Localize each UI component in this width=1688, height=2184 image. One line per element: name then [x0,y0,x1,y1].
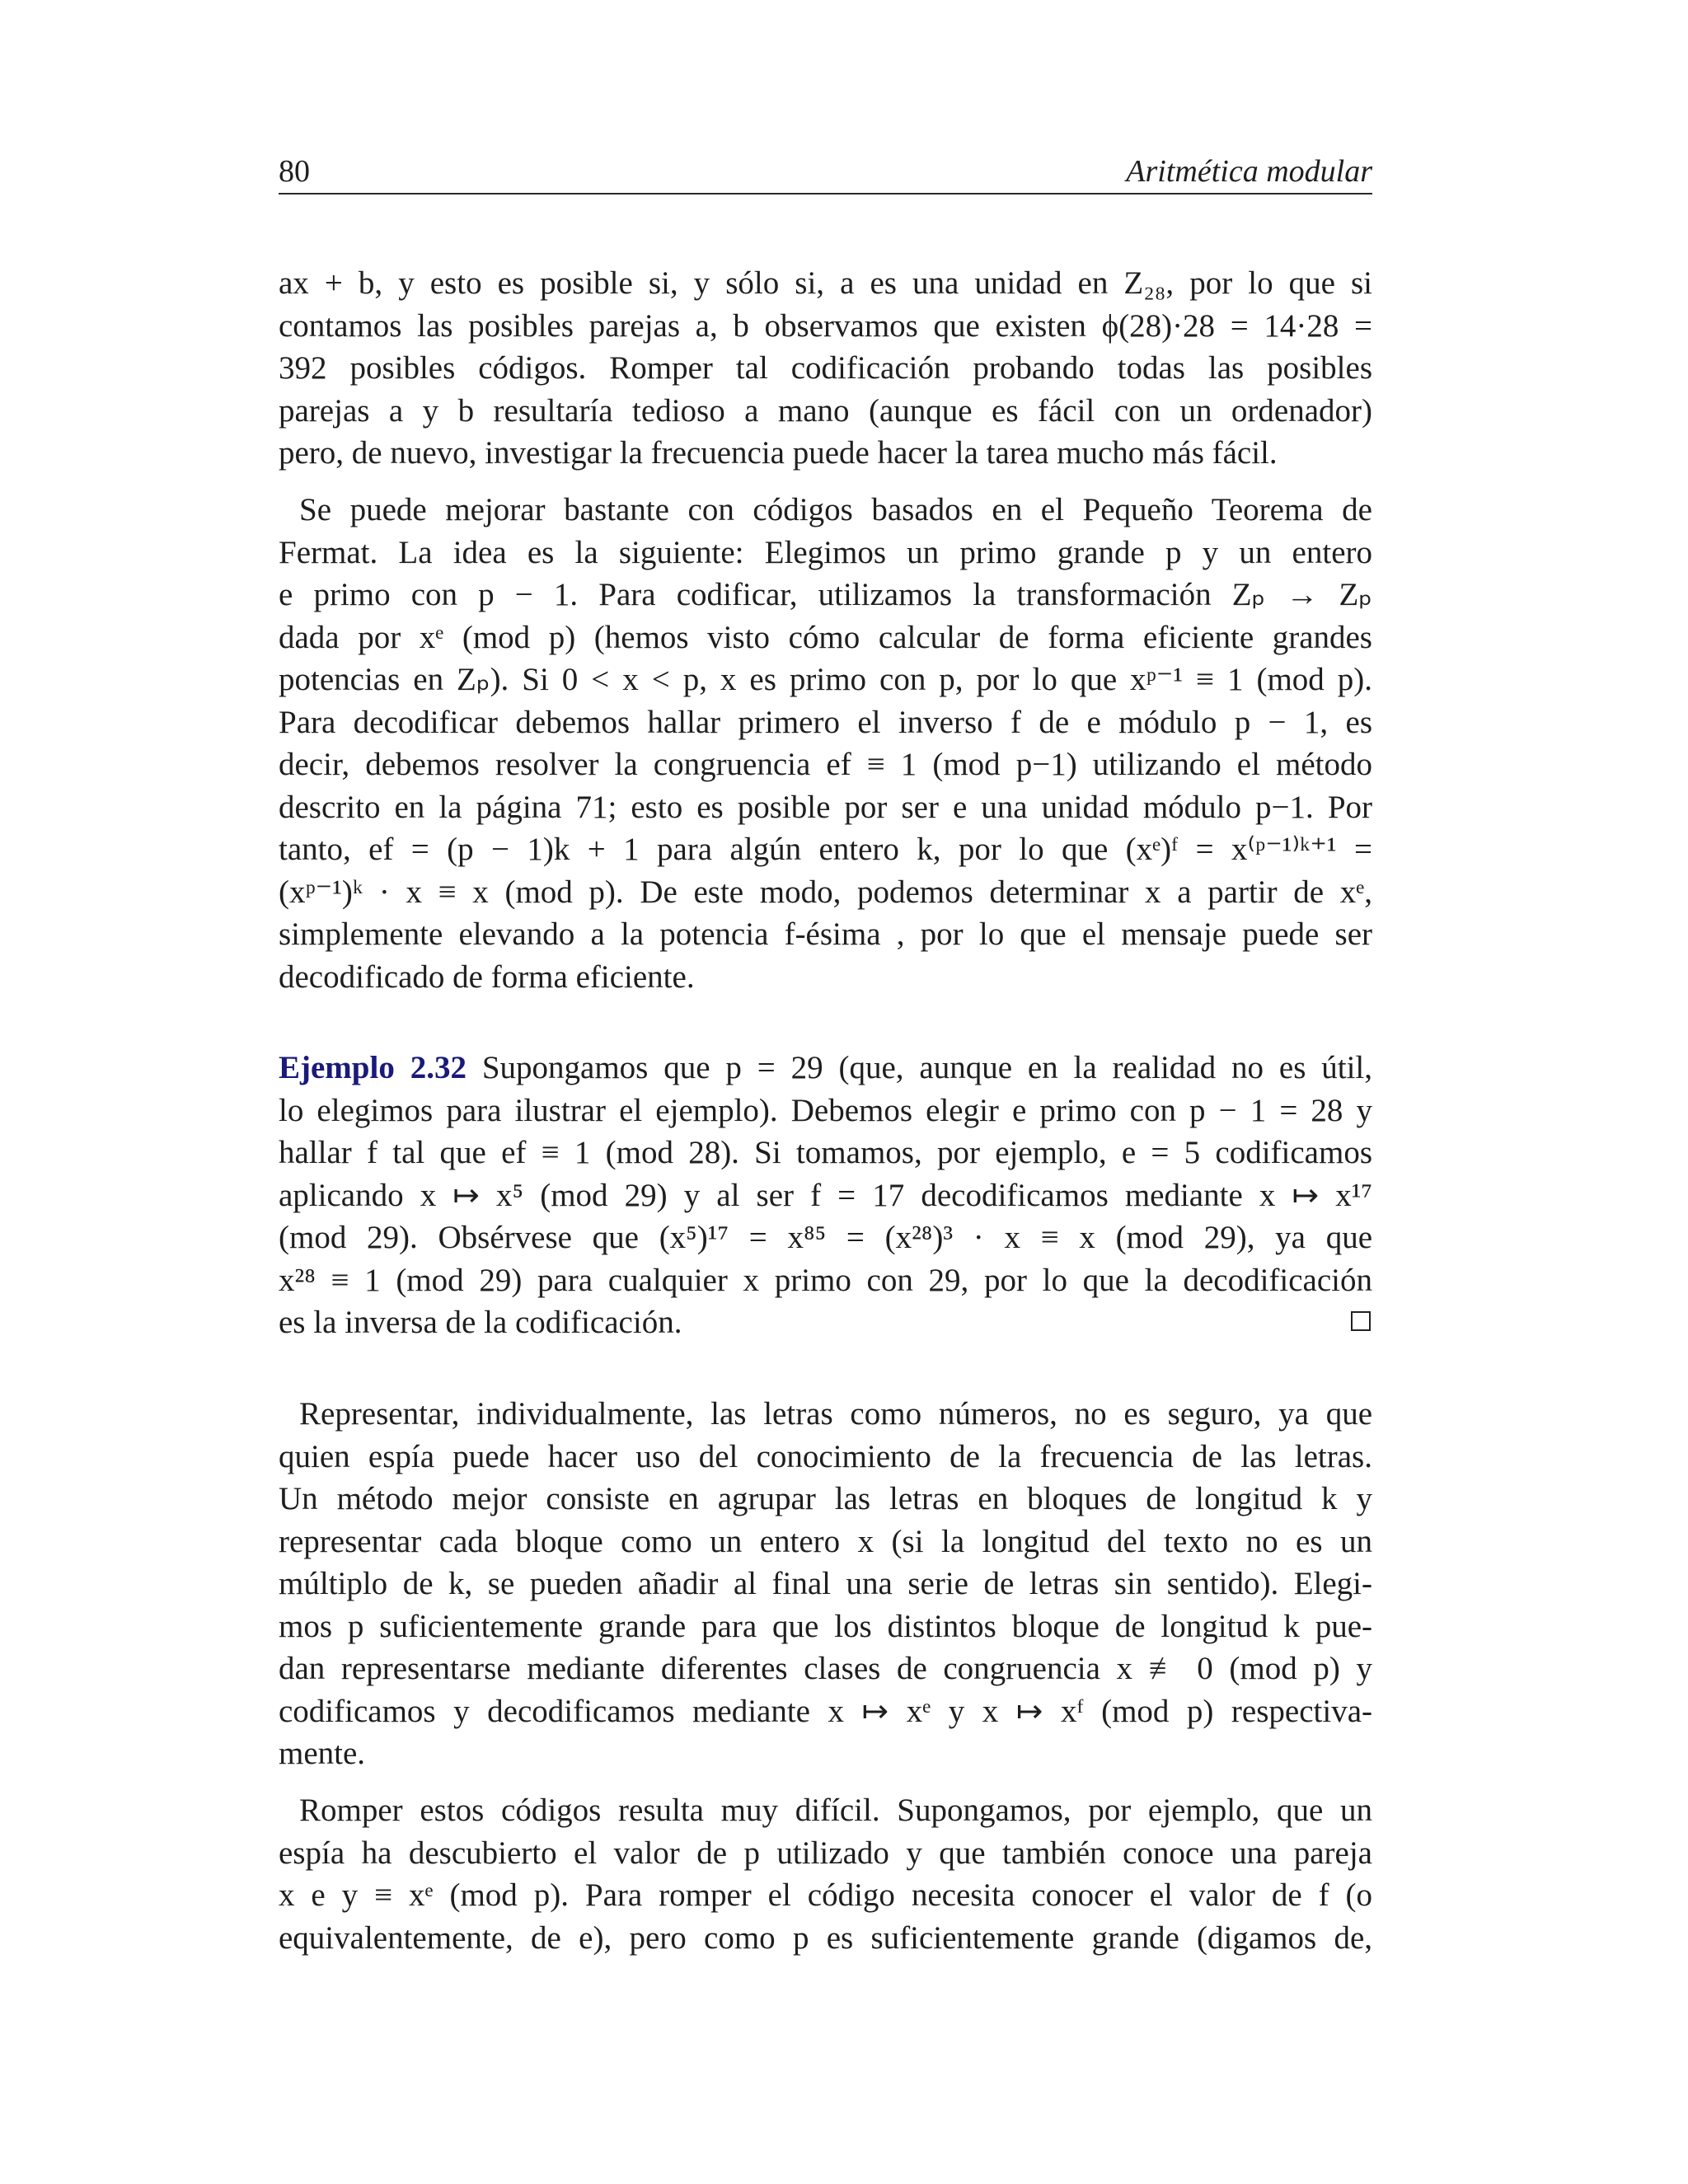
running-head [279,153,1372,194]
text-line: Fermat. La idea es la siguiente: Elegimos un primo grande p y un entero [279,534,1372,570]
example-2-32 [279,1047,1372,1344]
text-line: decodificado de forma eficiente. [279,958,695,995]
text-line: hallar f tal que ef ≡ 1 (mod 28). Si tomamos, por ejemplo, e = 5 codificamos [279,1135,1372,1170]
text-line: Un método mejor consiste en agrupar las letras en bloques de longitud k y [279,1481,1372,1516]
text-line: (mod 29). Obsérvese que (x⁵)¹⁷ = x⁸⁵ = (x²⁸)³ · x ≡ x (mod 29), ya que [279,1220,1372,1255]
text-line: tanto, ef = (p − 1)k + 1 para algún entero k, por lo que (xᵉ)ᶠ = x⁽ᵖ⁻¹⁾ᵏ⁺¹ = [279,832,1372,867]
example-label: Ejemplo 2.32 [279,1050,467,1085]
qed-square-icon [1351,1311,1371,1331]
text-line: descrito en la página 71; esto es posible por ser e una unidad módulo p−1. Por [279,789,1372,825]
paragraph-breaking-codes [279,1789,1372,1959]
paragraph-affine-cipher [279,262,1372,475]
paragraph-block-encoding [279,1393,1372,1775]
text-line: codificamos y decodificamos mediante x ↦ xᵉ y x ↦ xᶠ (mod p) respectiva- [279,1693,1372,1729]
text-line: múltiplo de k, se pueden añadir al final una serie de letras sin sentido). Elegi- [279,1566,1372,1601]
text-line: contamos las posibles parejas a, b observamos que existen ϕ(28)·28 = 14·28 = [279,307,1372,344]
text-line: espía ha descubierto el valor de p utilizado y que también conoce una pareja [279,1835,1372,1871]
text-line [279,1301,1372,1344]
text-line: mente. [279,1736,366,1771]
paragraph-fermat-codes [279,489,1372,998]
text-line [279,1047,1372,1090]
text-line: e primo con p − 1. Para codificar, utilizamos la transformación Zₚ → Zₚ [279,577,1372,612]
page [279,0,1372,2184]
text-line: equivalentemente, de e), pero como p es suficientemente grande (digamos de, [279,1919,1372,1956]
text-line: Romper estos códigos resulta muy difícil. Supongamos, por ejemplo, que un [299,1793,1372,1828]
page-number: 80 [279,154,310,189]
example-first-line: Supongamos que p = 29 (que, aunque en la realidad no es útil, [466,1050,1372,1085]
text-line: (xᵖ⁻¹)ᵏ · x ≡ x (mod p). De este modo, podemos determinar x a partir de xᵉ, [279,874,1372,910]
text-line: decir, debemos resolver la congruencia ef ≡ 1 (mod p−1) utilizando el método [279,747,1372,782]
text-line: mos p suficientemente grande para que los distintos bloque de longitud k pue- [279,1608,1372,1644]
text-line: aplicando x ↦ x⁵ (mod 29) y al ser f = 17 decodificamos mediante x ↦ x¹⁷ [279,1177,1372,1213]
text-line: potencias en Zₚ). Si 0 < x < p, x es primo con p, por lo que xᵖ⁻¹ ≡ 1 (mod p). [279,662,1372,697]
text-line: dada por xᵉ (mod p) (hemos visto cómo calcular de forma eficiente grandes [279,619,1372,655]
chapter-title: Aritmética modular [1126,154,1372,189]
text-line: pero, de nuevo, investigar la frecuencia puede hacer la tarea mucho más fácil. [279,435,1278,471]
text-line: es la inversa de la codificación. [279,1305,682,1340]
text-line: parejas a y b resultaría tedioso a mano (aunque es fácil con un ordenador) [279,392,1372,429]
text-line: 392 posibles códigos. Romper tal codificación probando todas las posibles [279,350,1372,386]
text-line: lo elegimos para ilustrar el ejemplo). Debemos elegir e primo con p − 1 = 28 y [279,1092,1372,1128]
text-line: dan representarse mediante diferentes clases de congruencia x ≢ 0 (mod p) y [279,1651,1372,1686]
text-line: Para decodificar debemos hallar primero el inverso f de e módulo p − 1, es [279,704,1372,740]
text-line: simplemente elevando a la potencia f-ésima , por lo que el mensaje puede ser [279,916,1372,952]
text-line: representar cada bloque como un entero x (si la longitud del texto no es un [279,1523,1372,1559]
text-line: Se puede mejorar bastante con códigos basados en el Pequeño Teorema de [299,492,1372,527]
text-line: ax + b, y esto es posible si, y sólo si, a es una unidad en Z₂₈, por lo que si [279,265,1372,301]
text-line: quien espía puede hacer uso del conocimiento de la frecuencia de las letras. [279,1438,1372,1474]
text-line: x e y ≡ xᵉ (mod p). Para romper el código necesita conocer el valor de f (o [279,1877,1372,1913]
text-line: x²⁸ ≡ 1 (mod 29) para cualquier x primo con 29, por lo que la decodificación [279,1262,1372,1298]
text-line: Representar, individualmente, las letras como números, no es seguro, ya que [299,1396,1372,1432]
